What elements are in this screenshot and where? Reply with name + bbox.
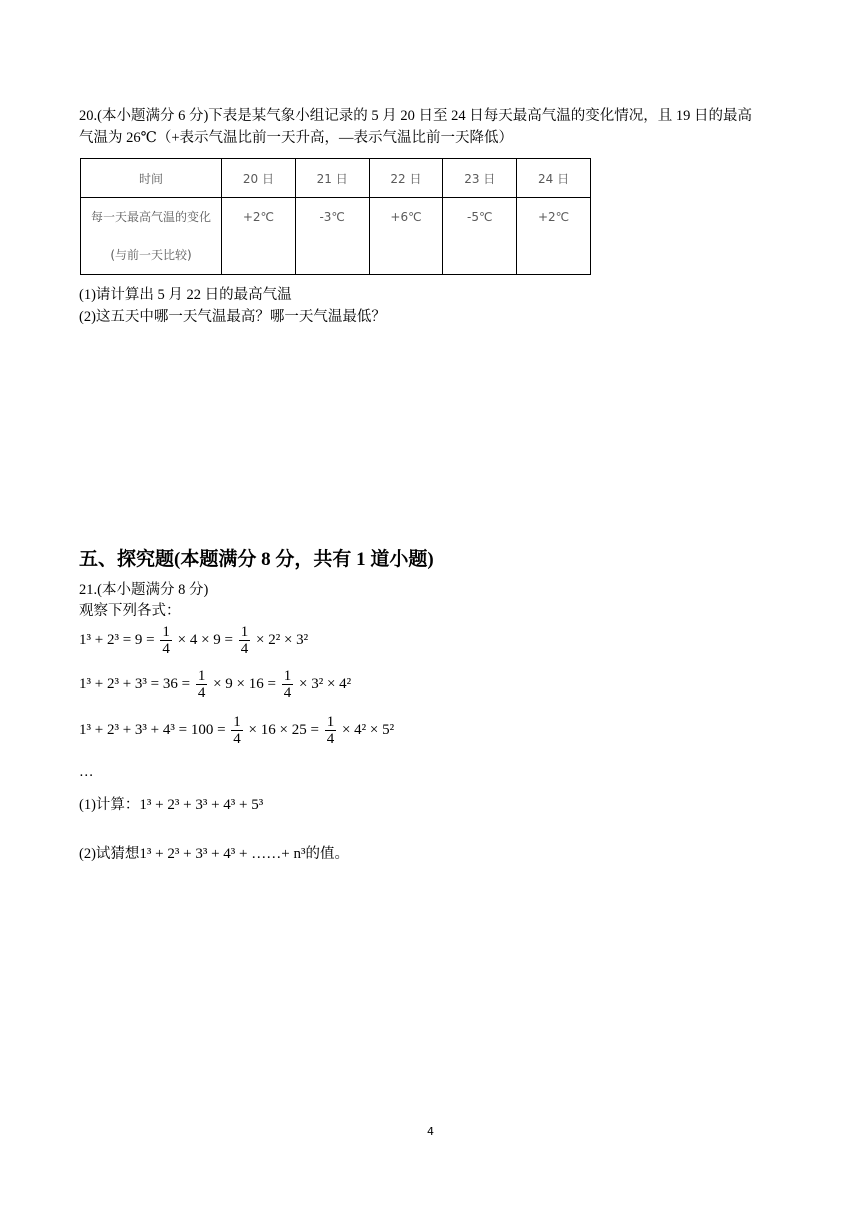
- q20-sub2: (2)这五天中哪一天气温最高？哪一天气温最低？: [79, 309, 386, 325]
- table-change-20: +2℃: [222, 198, 296, 275]
- frac-num: 1: [197, 668, 206, 684]
- eq2-rhs: × 3² × 4²: [298, 675, 352, 692]
- q21-sub1-expr: 1³ + 2³ + 3³ + 4³ + 5³: [139, 797, 264, 813]
- eq3-rhs: × 4² × 5²: [341, 721, 395, 738]
- eq1-mid: × 4 × 9 =: [177, 631, 234, 648]
- table-day-21: 21 日: [295, 159, 369, 198]
- eq2-mid: × 9 × 16 =: [213, 675, 276, 692]
- q21-header: 21.(本小题满分 8 分): [79, 582, 209, 598]
- q21-sub2-tail: 的值。: [305, 846, 349, 862]
- eq3-mid: × 16 × 25 =: [248, 721, 319, 738]
- table-change-21: -3℃: [295, 198, 369, 275]
- frac-den: 4: [162, 641, 170, 657]
- equation-3: [79, 714, 394, 747]
- eq2-fraction-b: [282, 668, 294, 701]
- table-change-24: +2℃: [517, 198, 591, 275]
- row-label-line2: (与前一天比较): [110, 248, 192, 262]
- eq1-fraction-b: [239, 624, 251, 657]
- equation-2: [79, 668, 351, 701]
- q20-sub1: (1)请计算出 5 月 22 日的最高气温: [79, 287, 292, 303]
- table-header-row: [81, 159, 591, 198]
- row-label-line1: 每一天最高气温的变化: [90, 210, 211, 224]
- eq2-fraction-a: [196, 668, 208, 701]
- q20-line2: 气温为 26℃（+表示气温比前一天升高，—表示气温比前一天降低）: [79, 130, 514, 146]
- frac-num: 1: [162, 624, 170, 640]
- page-number: 4: [427, 1125, 434, 1138]
- frac-num: 1: [283, 668, 292, 684]
- eq1-fraction-a: [160, 624, 172, 657]
- eq1-rhs: × 2² × 3²: [256, 631, 309, 648]
- eq3-fraction-b: [325, 714, 337, 747]
- table-change-22: +6℃: [369, 198, 443, 275]
- table-day-22: 22 日: [369, 159, 443, 198]
- table-change-23: -5℃: [443, 198, 517, 275]
- frac-num: 1: [233, 714, 241, 730]
- q21-intro: 观察下列各式：: [79, 603, 181, 619]
- eq2-lhs: 1³ + 2³ + 3³ = 36 =: [79, 675, 191, 692]
- q21-sub1-label: (1)计算：: [79, 797, 140, 813]
- frac-den: 4: [283, 685, 292, 701]
- ellipsis: …: [79, 764, 94, 780]
- section-title: 五、探究题(本题满分 8 分，共有 1 道小题): [79, 549, 434, 570]
- frac-den: 4: [326, 731, 335, 747]
- eq3-fraction-a: [231, 714, 243, 747]
- q20-line1: 20.(本小题满分 6 分)下表是某气象小组记录的 5 月 20 日至 24 日每天最高气温的变化情况，且 19 日的最高: [79, 108, 753, 124]
- frac-den: 4: [197, 685, 206, 701]
- table-change-row: [81, 198, 591, 275]
- table-day-24: 24 日: [517, 159, 591, 198]
- table-header-label: 时间: [81, 159, 222, 198]
- table-row-label: [81, 198, 222, 275]
- q21-sub1: [79, 795, 263, 815]
- table-day-23: 23 日: [443, 159, 517, 198]
- eq1-lhs: 1³ + 2³ = 9 =: [79, 631, 155, 648]
- q21-sub2: [79, 844, 349, 864]
- table-day-20: 20 日: [222, 159, 296, 198]
- frac-num: 1: [240, 624, 249, 640]
- equation-1: [79, 624, 308, 657]
- q21-sub2-label: (2)试猜想: [79, 846, 140, 862]
- eq3-lhs: 1³ + 2³ + 3³ + 4³ = 100 =: [79, 721, 226, 738]
- q21-sub2-expr: 1³ + 2³ + 3³ + 4³ + ……+ n³: [139, 846, 306, 862]
- frac-den: 4: [240, 641, 249, 657]
- frac-num: 1: [326, 714, 335, 730]
- temperature-table: [80, 158, 591, 275]
- frac-den: 4: [233, 731, 241, 747]
